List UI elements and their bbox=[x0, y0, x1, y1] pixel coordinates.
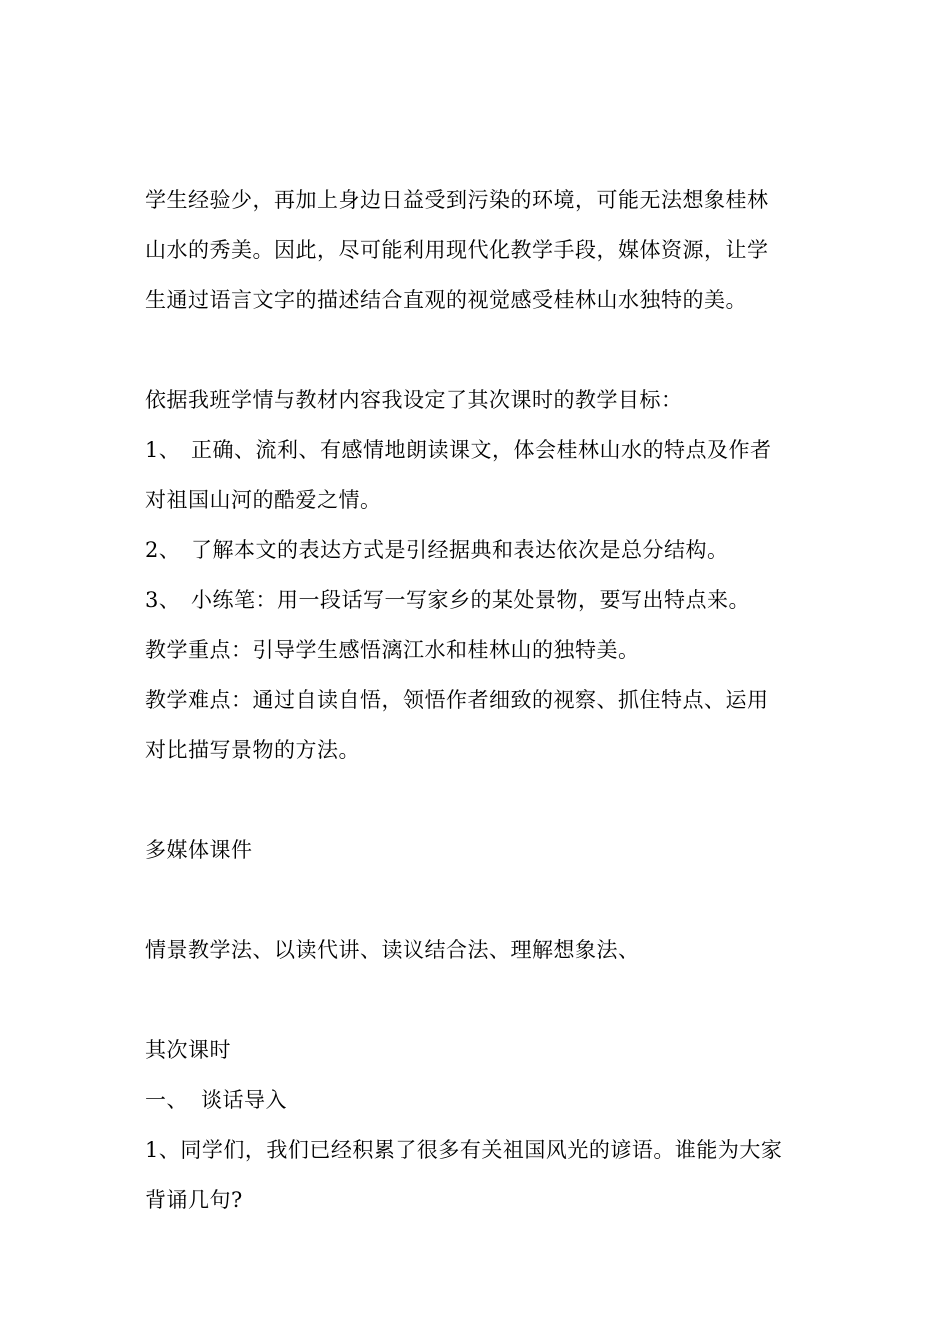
goal-1 bbox=[145, 436, 815, 464]
difficulty-line: 教学难点：通过自读自悟，领悟作者细致的视察、抓住特点、运用 bbox=[145, 688, 769, 712]
lesson-heading: 其次课时 bbox=[145, 1038, 231, 1062]
goals-intro: 依据我班学情与教材内容我设定了其次课时的教学目标： bbox=[145, 388, 683, 412]
goal-2-text: 了解本文的表达方式是引经据典和表达依次是总分结构。 bbox=[191, 538, 729, 562]
goal-2 bbox=[145, 536, 815, 564]
section-1-heading bbox=[145, 1086, 815, 1114]
section-1-title: 谈话导入 bbox=[201, 1088, 287, 1112]
goal-3-number: 3、 bbox=[145, 588, 181, 612]
media-line: 多媒体课件 bbox=[145, 838, 253, 862]
methods-line: 情景教学法、以读代讲、读议结合法、理解想象法、 bbox=[145, 938, 640, 962]
goal-3-text: 小练笔：用一段话写一写家乡的某处景物，要写出特点来。 bbox=[191, 588, 750, 612]
key-point: 教学重点：引导学生感悟漓江水和桂林山的独特美。 bbox=[145, 638, 640, 662]
step-1-line: 背诵几句? bbox=[145, 1188, 243, 1212]
goal-1-continued: 对祖国山河的酷爱之情。 bbox=[145, 488, 382, 512]
paragraph-line: 学生经验少，再加上身边日益受到污染的环境，可能无法想象桂林 bbox=[145, 188, 769, 212]
paragraph-line: 生通过语言文字的描述结合直观的视觉感受桂林山水独特的美。 bbox=[145, 288, 747, 312]
section-1-number: 一、 bbox=[145, 1088, 188, 1112]
paragraph-line: 山水的秀美。因此，尽可能利用现代化教学手段，媒体资源，让学 bbox=[145, 238, 769, 262]
goal-1-number: 1、 bbox=[145, 438, 181, 462]
goal-2-number: 2、 bbox=[145, 538, 181, 562]
step-1-line: 1、同学们，我们已经积累了很多有关祖国风光的谚语。谁能为大家 bbox=[145, 1138, 783, 1162]
goal-3 bbox=[145, 586, 815, 614]
difficulty-line: 对比描写景物的方法。 bbox=[145, 738, 360, 762]
goal-1-text: 正确、流利、有感情地朗读课文，体会桂林山水的特点及作者 bbox=[191, 438, 772, 462]
